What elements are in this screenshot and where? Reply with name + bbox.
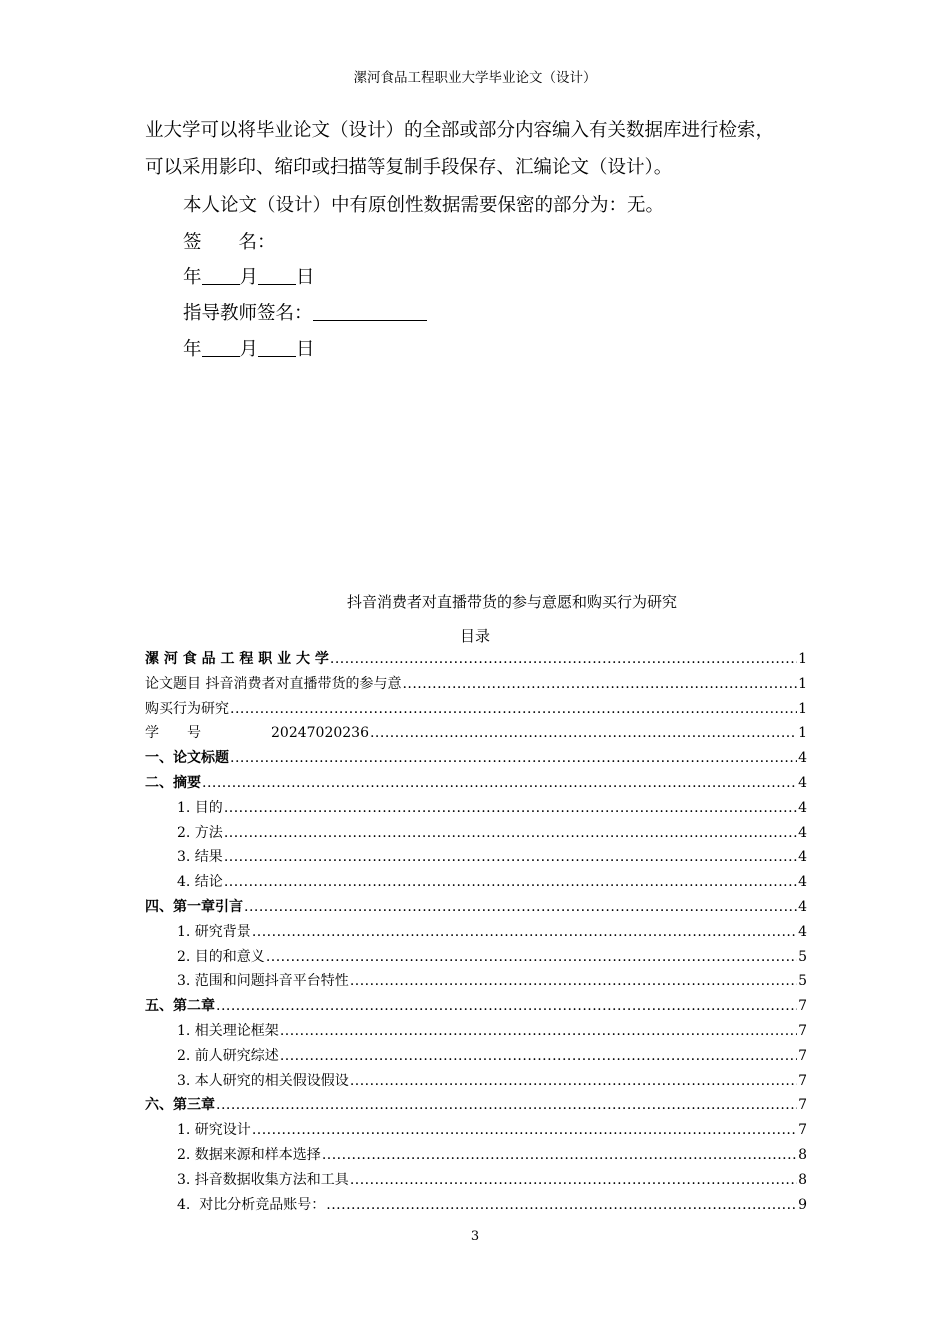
toc-entry-text: 2. 目的和意义 — [177, 948, 265, 965]
toc-entry[interactable] — [145, 772, 807, 797]
toc-entry-page: 4 — [798, 750, 807, 767]
toc-leader-dots — [370, 725, 797, 741]
toc-entry-page: 4 — [798, 799, 807, 816]
toc-entry-text: 1. 目的 — [177, 799, 223, 816]
toc-entry-page: 1 — [798, 700, 807, 717]
toc-leader-dots — [224, 874, 797, 890]
toc-leader-dots — [330, 651, 797, 667]
thesis-title: 抖音消费者对直播带货的参与意愿和购买行为研究 — [346, 593, 677, 611]
date-day-label: 日 — [296, 267, 315, 288]
toc-leader-dots — [216, 998, 797, 1014]
toc-entry-page: 1 — [798, 651, 807, 667]
year-blank — [202, 338, 240, 357]
toc-leader-dots — [230, 701, 797, 717]
toc-entry-page: 7 — [798, 1022, 807, 1039]
toc-entry-page: 5 — [798, 948, 807, 965]
toc-entry-text: 4. 对比分析竞品账号： — [177, 1196, 326, 1213]
body-line-1: 业大学可以将毕业论文（设计）的全部或部分内容编入有关数据库进行检索， — [145, 120, 775, 141]
toc-leader-dots — [266, 949, 797, 965]
toc-entry-page: 9 — [798, 1196, 807, 1213]
toc-entry-page: 1 — [798, 725, 807, 742]
toc-entry-text: 六、第三章 — [145, 1097, 215, 1114]
toc-leader-dots — [224, 849, 797, 865]
toc-entry-page: 7 — [798, 1097, 807, 1114]
toc-entry-page: 4 — [798, 849, 807, 866]
toc-leader-dots — [224, 825, 797, 841]
toc-leader-dots — [322, 1147, 797, 1163]
toc-entry[interactable] — [145, 970, 807, 995]
date-line-1 — [183, 263, 315, 289]
toc-entry[interactable] — [145, 1119, 807, 1144]
toc-entry[interactable] — [145, 698, 807, 723]
toc-entry-text: 1. 相关理论框架 — [177, 1022, 279, 1039]
toc-entry[interactable] — [145, 1094, 807, 1119]
month-blank — [258, 338, 296, 357]
toc-entry[interactable] — [145, 1144, 807, 1169]
body-line-3: 本人论文（设计）中有原创性数据需要保密的部分为：无。 — [183, 195, 665, 216]
date-year-label: 年 — [183, 339, 202, 360]
toc-entry-text: 五、第二章 — [145, 998, 215, 1015]
toc-entry-text: 二、摘要 — [145, 774, 201, 791]
advisor-signature-blank — [313, 302, 427, 321]
toc-entry-page: 4 — [798, 874, 807, 891]
toc-leader-dots — [280, 1048, 797, 1064]
toc-entry-text: 论文题目 抖音消费者对直播带货的参与意 — [145, 675, 402, 692]
toc-leader-dots — [402, 676, 797, 692]
advisor-signature-line — [183, 299, 427, 325]
toc-leader-dots — [230, 750, 797, 766]
toc-entry-text: 2. 数据来源和样本选择 — [177, 1146, 321, 1163]
toc-entry[interactable] — [145, 896, 807, 921]
date-line-2 — [183, 335, 315, 361]
month-blank — [258, 266, 296, 285]
toc-leader-dots — [244, 899, 797, 915]
toc-leader-dots — [350, 973, 797, 989]
toc-entry-page: 7 — [798, 1047, 807, 1064]
toc-entry-text: 2. 方法 — [177, 824, 223, 841]
toc-entry-text: 购买行为研究 — [145, 700, 229, 717]
toc-entry-page: 4 — [798, 923, 807, 940]
toc-entry-text: 1. 研究背景 — [177, 923, 251, 940]
toc-entry[interactable] — [145, 797, 807, 822]
toc-entry[interactable] — [145, 822, 807, 847]
toc-entry-text: 学 号 20247020236 — [145, 725, 369, 742]
table-of-contents — [145, 648, 807, 1218]
toc-entry-text: 3. 范围和问题抖音平台特性 — [177, 973, 349, 990]
toc-entry[interactable] — [145, 1045, 807, 1070]
toc-leader-dots — [350, 1073, 797, 1089]
toc-entry-text: 4. 结论 — [177, 874, 223, 891]
toc-entry-page: 7 — [798, 1072, 807, 1089]
toc-leader-dots — [252, 924, 797, 940]
body-line-2: 可以采用影印、缩印或扫描等复制手段保存、汇编论文（设计）。 — [145, 157, 673, 178]
toc-leader-dots — [252, 1122, 797, 1138]
toc-entry-page: 4 — [798, 824, 807, 841]
date-month-label: 月 — [239, 339, 259, 360]
date-day-label: 日 — [296, 339, 315, 360]
toc-entry[interactable] — [145, 1194, 807, 1219]
signature-label: 签 名： — [183, 232, 276, 253]
toc-entry-text: 1. 研究设计 — [177, 1122, 251, 1139]
toc-entry-page: 4 — [798, 774, 807, 791]
toc-entry[interactable] — [145, 722, 807, 747]
toc-entry[interactable] — [145, 648, 807, 673]
date-month-label: 月 — [239, 267, 259, 288]
toc-entry-page: 1 — [798, 675, 807, 692]
page-header: 漯河食品工程职业大学毕业论文（设计） — [353, 70, 597, 86]
toc-heading: 目录 — [459, 627, 490, 645]
toc-entry-text: 2. 前人研究综述 — [177, 1047, 279, 1064]
toc-entry-text: 四、第一章引言 — [145, 898, 243, 915]
toc-leader-dots — [350, 1172, 797, 1188]
toc-entry[interactable] — [145, 1169, 807, 1194]
toc-leader-dots — [216, 1097, 797, 1113]
toc-entry-page: 4 — [798, 898, 807, 915]
toc-entry[interactable] — [145, 871, 807, 896]
toc-entry-page: 7 — [798, 1122, 807, 1139]
toc-leader-dots — [224, 800, 797, 816]
toc-entry-text: 3. 本人研究的相关假设假设 — [177, 1072, 349, 1089]
advisor-signature-label: 指导教师签名： — [183, 303, 313, 324]
toc-entry[interactable] — [145, 846, 807, 871]
toc-leader-dots — [326, 1197, 797, 1213]
toc-entry[interactable] — [145, 995, 807, 1020]
toc-entry[interactable] — [145, 1070, 807, 1095]
date-year-label: 年 — [183, 267, 202, 288]
page-number: 3 — [470, 1229, 480, 1244]
toc-entry-page: 7 — [798, 998, 807, 1015]
toc-leader-dots — [280, 1023, 797, 1039]
toc-entry-page: 5 — [798, 973, 807, 990]
toc-entry-page: 8 — [798, 1146, 807, 1163]
toc-entry-text: 漯 河 食 品 工 程 职 业 大 学 — [145, 651, 329, 667]
toc-entry-text: 3. 结果 — [177, 849, 223, 866]
toc-entry-text: 3. 抖音数据收集方法和工具 — [177, 1171, 349, 1188]
toc-entry[interactable] — [145, 946, 807, 971]
year-blank — [202, 266, 240, 285]
toc-entry-page: 8 — [798, 1171, 807, 1188]
toc-entry[interactable] — [145, 747, 807, 772]
toc-entry-text: 一、论文标题 — [145, 750, 229, 767]
toc-entry[interactable] — [145, 1020, 807, 1045]
toc-leader-dots — [202, 775, 797, 791]
toc-entry[interactable] — [145, 673, 807, 698]
toc-entry[interactable] — [145, 921, 807, 946]
